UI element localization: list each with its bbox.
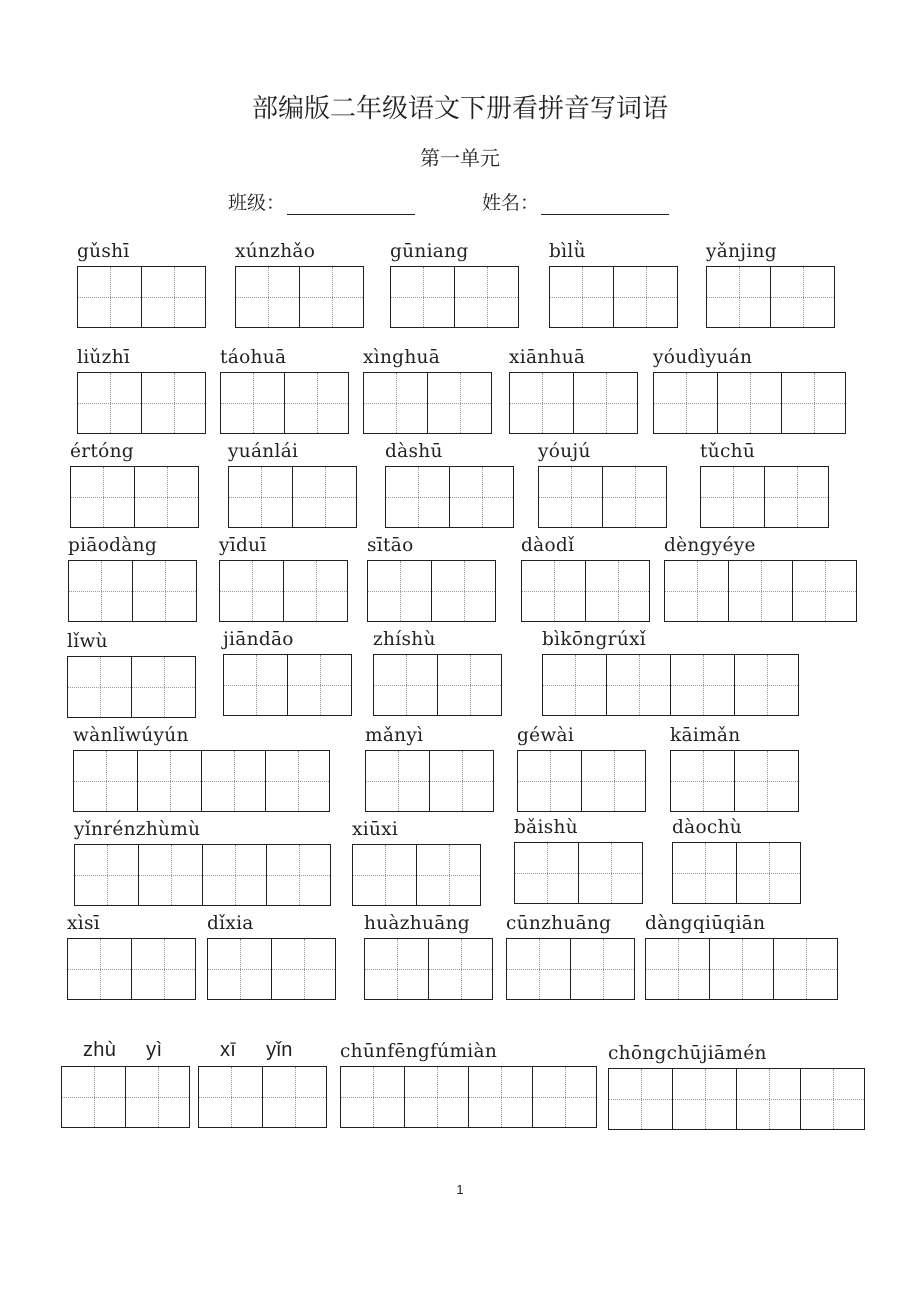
writing-boxes [235, 266, 364, 328]
writing-cell[interactable] [223, 654, 288, 716]
writing-cell[interactable] [390, 266, 455, 328]
writing-boxes [390, 266, 519, 328]
writing-cell[interactable] [416, 844, 481, 906]
pinyin-syllable: cūn [506, 913, 542, 934]
pinyin-syllable: shù [401, 629, 436, 650]
writing-cell[interactable] [781, 372, 846, 434]
writing-cell[interactable] [299, 266, 364, 328]
pinyin-syllable: ye [733, 535, 756, 556]
writing-cell[interactable] [68, 560, 133, 622]
writing-boxes [220, 372, 349, 434]
pinyin-syllable: chù [706, 817, 743, 838]
writing-boxes [549, 266, 678, 328]
writing-cell[interactable] [70, 466, 135, 528]
writing-cell[interactable] [287, 654, 352, 716]
pinyin-syllable: shī [101, 241, 130, 262]
writing-boxes [363, 372, 492, 434]
writing-boxes [367, 560, 496, 622]
writing-boxes [67, 938, 196, 1000]
writing-cell[interactable] [137, 750, 202, 812]
writing-cell[interactable] [198, 1066, 263, 1128]
writing-boxes [352, 844, 481, 906]
writing-cell[interactable] [202, 844, 267, 906]
pinyin-syllable: zhù [135, 819, 171, 840]
writing-cell[interactable] [517, 750, 582, 812]
writing-boxes [608, 1068, 865, 1130]
pinyin-syllable: xī [220, 1039, 237, 1061]
pinyin-syllable: dì [687, 347, 706, 368]
writing-cell[interactable] [365, 750, 430, 812]
pinyin-syllable: duī [235, 535, 267, 556]
writing-boxes [340, 1066, 597, 1128]
writing-boxes [223, 654, 352, 716]
writing-cell[interactable] [373, 654, 438, 716]
writing-cell[interactable] [521, 560, 586, 622]
writing-boxes [506, 938, 635, 1000]
pinyin-syllable: huā [549, 347, 586, 368]
pinyin-syllable: shù [543, 817, 578, 838]
pinyin-syllable: gé [517, 725, 541, 746]
pinyin-syllable: chōng [608, 1043, 667, 1064]
writing-boxes [364, 938, 493, 1000]
writing-cell[interactable] [131, 938, 196, 1000]
pinyin-syllable: xia [225, 913, 254, 934]
pinyin-syllable: dèng [664, 535, 712, 556]
writing-cell[interactable] [670, 750, 735, 812]
pinyin-syllable: fú [430, 1041, 450, 1062]
pinyin-syllable: yǎn [706, 241, 741, 262]
pinyin-syllable: táo [220, 347, 251, 368]
writing-cell[interactable] [207, 938, 272, 1000]
pinyin-syllable: liǔ [77, 347, 102, 368]
pinyin-syllable: yuán [705, 347, 753, 368]
pinyin-syllable: yún [153, 725, 189, 746]
writing-cell[interactable] [437, 654, 502, 716]
writing-cell[interactable] [538, 466, 603, 528]
pinyin-syllable: rú [607, 629, 630, 650]
pinyin-syllable: ér [70, 441, 91, 462]
writing-boxes [70, 466, 199, 528]
class-field [228, 188, 415, 215]
pinyin-syllable: lǜ [567, 241, 586, 262]
writing-boxes [700, 466, 829, 528]
writing-cell[interactable] [385, 466, 450, 528]
writing-cell[interactable] [570, 938, 635, 1000]
writing-cell[interactable] [125, 1066, 190, 1128]
writing-cell[interactable] [792, 560, 857, 622]
pinyin-syllable: dǐ [555, 535, 575, 556]
writing-cell[interactable] [585, 560, 650, 622]
page-number: 1 [456, 1182, 464, 1197]
pinyin-syllable: jing [740, 241, 777, 262]
writing-cell[interactable] [363, 372, 428, 434]
pinyin-syllable: zhí [373, 629, 402, 650]
pinyin-syllable: wù [79, 631, 108, 652]
writing-cell[interactable] [449, 466, 514, 528]
writing-cell[interactable] [736, 1068, 801, 1130]
writing-boxes [219, 560, 348, 622]
pinyin-syllable: xún [235, 241, 271, 262]
writing-cell[interactable] [228, 466, 293, 528]
name-blank[interactable] [541, 192, 669, 215]
class-label: 班级： [228, 192, 286, 214]
pinyin-syllable: lái [274, 441, 299, 462]
pinyin-syllable: yǐn [74, 819, 104, 840]
writing-boxes [365, 750, 494, 812]
writing-boxes [521, 560, 650, 622]
pinyin-syllable: zhǎo [270, 241, 316, 262]
pinyin-syllable: kāi [670, 725, 700, 746]
name-label: 姓名： [482, 192, 540, 214]
pinyin-syllable: gū [390, 241, 415, 262]
pinyin-syllable: fēng [387, 1041, 431, 1062]
writing-cell[interactable] [506, 938, 571, 1000]
pinyin-syllable: chū [719, 441, 756, 462]
pinyin-syllable: huà [364, 913, 400, 934]
pinyin-syllable: tǔ [700, 441, 720, 462]
writing-boxes [385, 466, 514, 528]
pinyin-syllable: wài [540, 725, 575, 746]
writing-boxes [77, 266, 206, 328]
writing-cell[interactable] [67, 656, 132, 718]
worksheet-title: 部编版二年级语文下册看拼音写词语 [251, 94, 668, 124]
writing-cell[interactable] [77, 372, 142, 434]
pinyin-syllable: wàn [73, 725, 113, 746]
writing-cell[interactable] [404, 1066, 469, 1128]
writing-cell[interactable] [284, 372, 349, 434]
pinyin-syllable: rén [103, 819, 136, 840]
writing-cell[interactable] [700, 466, 765, 528]
pinyin-syllable: huā [250, 347, 287, 368]
writing-cell[interactable] [468, 1066, 533, 1128]
pinyin-syllable: gǔ [77, 241, 102, 262]
writing-cell[interactable] [573, 372, 638, 434]
pinyin-syllable: xi [381, 819, 399, 840]
pinyin-syllable: yóu [653, 347, 688, 368]
writing-boxes [67, 656, 196, 718]
pinyin-syllable: mén [725, 1043, 767, 1064]
pinyin-syllable: xì [67, 913, 84, 934]
pinyin-syllable: yuán [228, 441, 275, 462]
pinyin-syllable: xiū [352, 819, 382, 840]
writing-cell[interactable] [709, 938, 774, 1000]
pinyin-syllable: piāo [68, 535, 110, 556]
writing-cell[interactable] [736, 842, 801, 904]
writing-boxes [373, 654, 502, 716]
pinyin-syllable: qiū [692, 913, 724, 934]
pinyin-syllable: zhù [83, 1039, 117, 1061]
writing-boxes [670, 750, 799, 812]
writing-cell[interactable] [429, 750, 494, 812]
pinyin-syllable: yé [711, 535, 734, 556]
writing-cell[interactable] [428, 938, 493, 1000]
writing-cell[interactable] [764, 466, 829, 528]
writing-cell[interactable] [138, 844, 203, 906]
writing-cell[interactable] [367, 560, 432, 622]
pinyin-syllable: xǐ [629, 629, 646, 650]
pinyin-syllable: dà [385, 441, 409, 462]
writing-cell[interactable] [61, 1066, 126, 1128]
pinyin-syllable: mǎn [365, 725, 407, 746]
writing-cell[interactable] [131, 656, 196, 718]
pinyin-syllable: chūn [340, 1041, 388, 1062]
writing-cell[interactable] [454, 266, 519, 328]
writing-cell[interactable] [352, 844, 417, 906]
unit-title: 第一单元 [420, 146, 500, 170]
writing-boxes [542, 654, 799, 716]
writing-cell[interactable] [292, 466, 357, 528]
pinyin-syllable: sī [367, 535, 384, 556]
writing-cell[interactable] [427, 372, 492, 434]
pinyin-syllable: jú [572, 441, 591, 462]
writing-cell[interactable] [141, 372, 206, 434]
writing-boxes [73, 750, 330, 812]
writing-boxes [517, 750, 646, 812]
pinyin-syllable: lǐ [112, 725, 126, 746]
writing-cell[interactable] [134, 466, 199, 528]
pinyin-syllable: bǎi [514, 817, 544, 838]
pinyin-syllable: jiān [223, 629, 259, 650]
pinyin-syllable: dào [521, 535, 556, 556]
pinyin-syllable: yì [146, 1039, 163, 1061]
pinyin-syllable: dāo [258, 629, 294, 650]
writing-cell[interactable] [773, 938, 838, 1000]
writing-cell[interactable] [542, 654, 607, 716]
pinyin-syllable: dǐ [207, 913, 226, 934]
pinyin-syllable: dào [672, 817, 707, 838]
writing-cell[interactable] [219, 560, 284, 622]
pinyin-syllable: tóng [90, 441, 134, 462]
pinyin-syllable: chū [666, 1043, 702, 1064]
pinyin-syllable: yǐn [266, 1039, 293, 1061]
writing-boxes [61, 1066, 190, 1128]
pinyin-syllable: tāo [383, 535, 414, 556]
writing-cell[interactable] [265, 750, 330, 812]
pinyin-syllable: bì [549, 241, 568, 262]
writing-cell[interactable] [141, 266, 206, 328]
writing-cell[interactable] [283, 560, 348, 622]
pinyin-syllable: wú [125, 725, 154, 746]
pinyin-syllable: sī [83, 913, 100, 934]
writing-cell[interactable] [271, 938, 336, 1000]
writing-cell[interactable] [728, 560, 793, 622]
writing-boxes [645, 938, 838, 1000]
writing-cell[interactable] [266, 844, 331, 906]
writing-cell[interactable] [67, 938, 132, 1000]
writing-cell[interactable] [606, 654, 671, 716]
writing-cell[interactable] [509, 372, 574, 434]
writing-cell[interactable] [706, 266, 771, 328]
writing-boxes [207, 938, 336, 1000]
writing-boxes [68, 560, 197, 622]
pinyin-syllable: yī [219, 535, 236, 556]
pinyin-syllable: qiān [723, 913, 766, 934]
writing-cell[interactable] [220, 372, 285, 434]
writing-cell[interactable] [549, 266, 614, 328]
writing-boxes [514, 842, 643, 904]
pinyin-syllable: zhī [101, 347, 131, 368]
pinyin-syllable: xìng [363, 347, 405, 368]
writing-cell[interactable] [578, 842, 643, 904]
writing-boxes [672, 842, 801, 904]
writing-cell[interactable] [734, 654, 799, 716]
writing-cell[interactable] [670, 654, 735, 716]
writing-cell[interactable] [132, 560, 197, 622]
pinyin-syllable: dàng [109, 535, 157, 556]
pinyin-syllable: shū [408, 441, 443, 462]
writing-cell[interactable] [672, 842, 737, 904]
writing-cell[interactable] [514, 842, 579, 904]
writing-cell[interactable] [73, 750, 138, 812]
writing-boxes [77, 372, 206, 434]
writing-cell[interactable] [74, 844, 139, 906]
pinyin-syllable: miàn [449, 1041, 498, 1062]
writing-cell[interactable] [734, 750, 799, 812]
writing-cell[interactable] [672, 1068, 737, 1130]
class-blank[interactable] [287, 192, 415, 215]
writing-cell[interactable] [201, 750, 266, 812]
writing-cell[interactable] [364, 938, 429, 1000]
writing-cell[interactable] [608, 1068, 673, 1130]
name-field [482, 188, 669, 215]
writing-boxes [509, 372, 638, 434]
pinyin-syllable: jiā [701, 1043, 726, 1064]
writing-cell[interactable] [262, 1066, 327, 1128]
pinyin-syllable: dàng [645, 913, 693, 934]
pinyin-syllable: lǐ [67, 631, 80, 652]
writing-cell[interactable] [613, 266, 678, 328]
writing-cell[interactable] [653, 372, 718, 434]
writing-cell[interactable] [770, 266, 835, 328]
writing-boxes [653, 372, 846, 434]
pinyin-syllable: niang [414, 241, 469, 262]
pinyin-syllable: xiān [509, 347, 550, 368]
writing-boxes [706, 266, 835, 328]
writing-boxes [74, 844, 331, 906]
writing-cell[interactable] [340, 1066, 405, 1128]
pinyin-syllable: mù [170, 819, 201, 840]
writing-boxes [228, 466, 357, 528]
pinyin-syllable: mǎn [699, 725, 741, 746]
writing-cell[interactable] [800, 1068, 865, 1130]
pinyin-syllable: yóu [538, 441, 573, 462]
pinyin-syllable: zhuāng [399, 913, 470, 934]
writing-cell[interactable] [532, 1066, 597, 1128]
writing-cell[interactable] [664, 560, 729, 622]
writing-boxes [198, 1066, 327, 1128]
pinyin-syllable: zhuāng [541, 913, 612, 934]
writing-cell[interactable] [717, 372, 782, 434]
writing-cell[interactable] [431, 560, 496, 622]
pinyin-syllable: kōng [560, 629, 608, 650]
writing-cell[interactable] [77, 266, 142, 328]
pinyin-syllable: bì [542, 629, 561, 650]
writing-cell[interactable] [581, 750, 646, 812]
pinyin-syllable: yì [406, 725, 424, 746]
writing-boxes [538, 466, 667, 528]
writing-cell[interactable] [645, 938, 710, 1000]
writing-cell[interactable] [602, 466, 667, 528]
writing-cell[interactable] [235, 266, 300, 328]
writing-boxes [664, 560, 857, 622]
pinyin-syllable: huā [404, 347, 441, 368]
